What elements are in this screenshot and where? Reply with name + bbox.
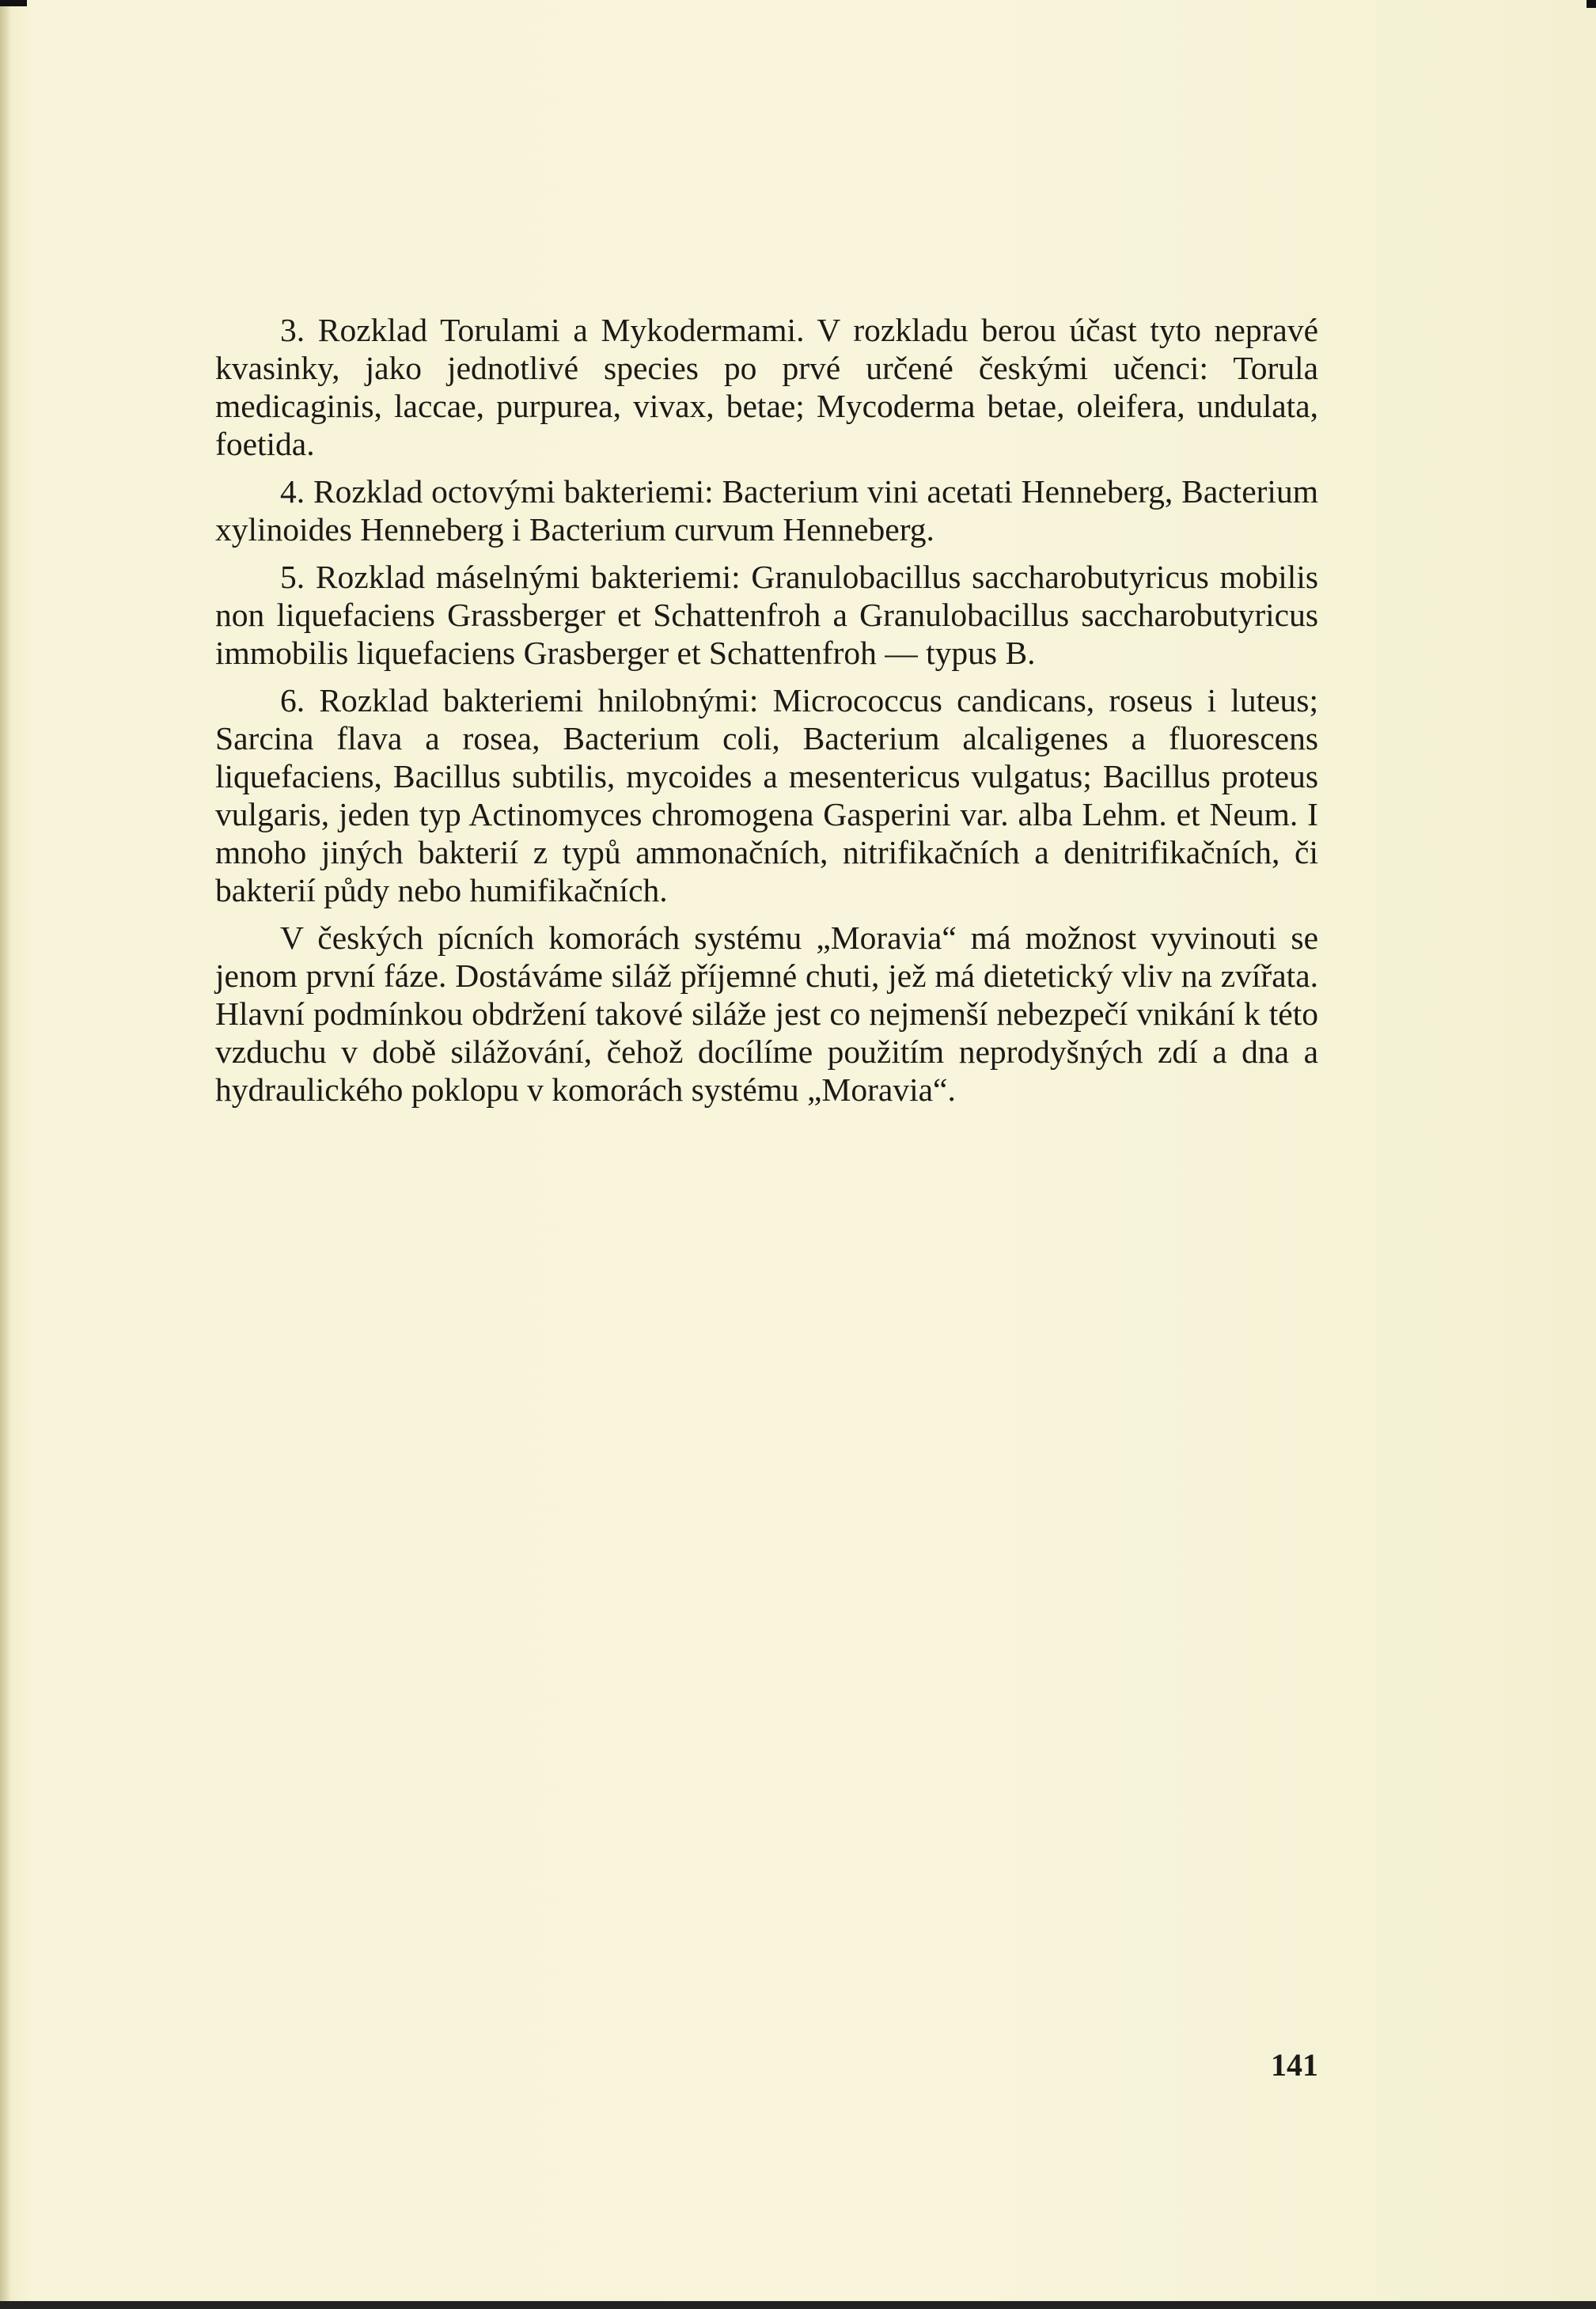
paragraph-putrefactive-bacteria: 6. Rozklad bakteriemi hnilobnými: Micrococcus candicans, roseus i luteus; Sarcina flava a rosea, Bacterium coli, Bacterium alcaligenes a fluorescens liquefaciens, Bacillus subtilis, mycoides a mesentericus vulgatus; Bacillus proteus vulgaris, jeden typ Actinomyces chromogena Gasperini var. alba Lehm. et Neum. I mnoho jiných bakterií z typů ammonačních, nitrifikačních a denitrifikačních, či bakterií půdy nebo humifikačních. xyxy=(215,682,1318,908)
body-text xyxy=(215,311,1318,1118)
paragraph-moravia-chambers: V českých pícních komorách systému „Moravia“ má možnost vyvinouti se jenom první fáze. Dostáváme siláž příjemné chuti, jež má dietetický vliv na zvířata. Hlavní podmínkou obdržení takové siláže jest co nejmenší nebezpečí vnikání k této vzduchu v době silážování, čehož docílíme použitím neprodyšných zdí a dna a hydraulického poklopu v komorách systému „Moravia“. xyxy=(215,919,1318,1108)
paragraph-torula: 3. Rozklad Torulami a Mykodermami. V rozkladu berou účast tyto nepravé kvasinky, jako jednotlivé species po prvé určené českými učenci: Torula medicaginis, laccae, purpurea, vivax, betae; Mycoderma betae, oleifera, undulata, foetida. xyxy=(215,312,1318,462)
scan-corner-mark-right xyxy=(1587,0,1596,8)
page-binding-edge xyxy=(0,0,11,2309)
scan-bottom-edge xyxy=(0,2301,1596,2309)
page-number: 141 xyxy=(1271,2047,1318,2083)
paragraph-butyric-bacteria: 5. Rozklad máselnými bakteriemi: Granulobacillus saccharobutyricus mobilis non liquefaciens Grassberger et Schattenfroh a Granulobacillus saccharobutyricus immobilis liquefaciens Grasberger et Schattenfroh — typus B. xyxy=(215,559,1318,671)
scan-corner-mark xyxy=(0,0,27,6)
paragraph-acetic-bacteria: 4. Rozklad octovými bakteriemi: Bacterium vini acetati Henneberg, Bacterium xylinoides Henneberg i Bacterium curvum Henneberg. xyxy=(215,473,1318,548)
